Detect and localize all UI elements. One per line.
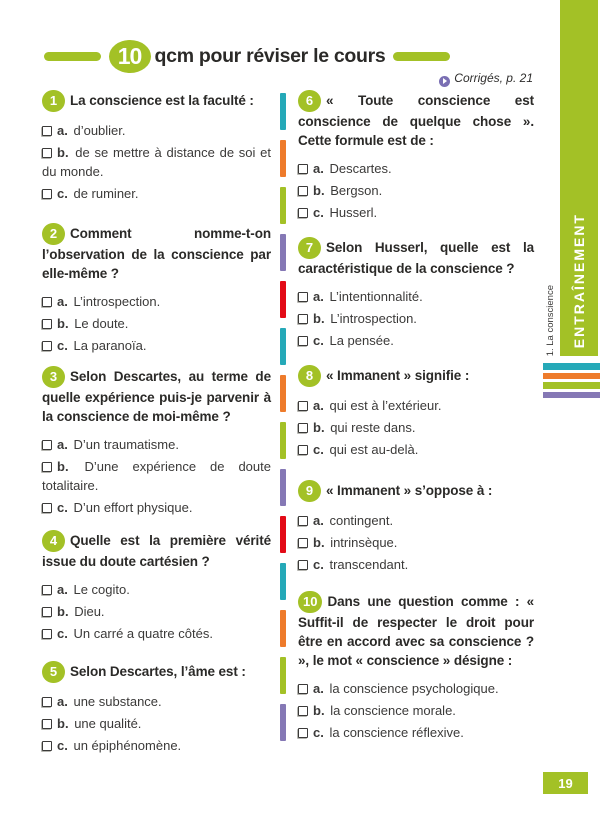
header-rule-right [393, 52, 450, 61]
option [298, 511, 534, 530]
checkbox[interactable] [298, 516, 308, 526]
option-letter: c. [313, 205, 324, 220]
checkbox[interactable] [298, 314, 308, 324]
divider-segment [280, 704, 286, 741]
option-text: qui est à l’extérieur. [329, 398, 442, 413]
option-letter: c. [313, 442, 324, 457]
option-letter: b. [57, 316, 69, 331]
option-letter: b. [57, 604, 69, 619]
option-letter: c. [57, 626, 68, 641]
question-title [42, 530, 271, 571]
checkbox[interactable] [42, 607, 52, 617]
option [298, 533, 534, 552]
option-text: un épiphénomène. [73, 738, 182, 753]
question-title [42, 366, 271, 426]
checkbox[interactable] [298, 208, 308, 218]
option-letter: b. [313, 703, 325, 718]
question-10 [298, 591, 534, 742]
option-text: Bergson. [330, 183, 383, 198]
sidebar-stripe [543, 363, 600, 370]
checkbox[interactable] [298, 164, 308, 174]
checkbox[interactable] [298, 336, 308, 346]
checkbox[interactable] [298, 186, 308, 196]
question-title-text: Comment nomme-t-on l’observation de la conscience par elle-même ? [42, 226, 271, 281]
option-letter: b. [57, 145, 69, 160]
divider-segment [280, 422, 286, 459]
option [42, 336, 271, 355]
question-title-text: « Toute conscience est conscience de quelque chose ». Cette formule est de : [298, 93, 534, 148]
question-title [42, 223, 271, 283]
checkbox[interactable] [42, 297, 52, 307]
checkbox[interactable] [42, 440, 52, 450]
checkbox[interactable] [42, 741, 52, 751]
question-number-badge: 10 [298, 591, 322, 613]
option-text: intrinsèque. [330, 535, 398, 550]
option-text: L’intentionnalité. [329, 289, 423, 304]
option-text: L’introspection. [73, 294, 161, 309]
option-text: la conscience psychologique. [329, 681, 499, 696]
divider-segment [280, 375, 286, 412]
option-text: Le doute. [74, 316, 129, 331]
checkbox[interactable] [42, 148, 52, 158]
question-number-badge: 3 [42, 366, 65, 388]
divider-segment [280, 516, 286, 553]
option-letter: c. [57, 738, 68, 753]
option-text: La paranoïa. [73, 338, 147, 353]
question-title [298, 90, 534, 150]
question-title-text: Selon Descartes, au terme de quelle expérience puis-je parvenir à la conscience de moi-même ? [42, 369, 271, 424]
option [42, 184, 271, 203]
checkbox[interactable] [298, 401, 308, 411]
option [298, 287, 534, 306]
question-5 [42, 661, 271, 755]
checkbox[interactable] [42, 319, 52, 329]
qcm-count-badge: 10 [109, 40, 151, 73]
checkbox[interactable] [42, 189, 52, 199]
option-text: qui est au-delà. [329, 442, 419, 457]
question-8 [298, 365, 534, 459]
option-text: une qualité. [74, 716, 142, 731]
option-letter: c. [313, 725, 324, 740]
option-letter: b. [57, 459, 69, 474]
option-letter: a. [57, 123, 68, 138]
question-title-text: Dans une question comme : « Suffit-il de respecter le droit pour être en accord avec sa conscience ? », le mot « conscience » désigne : [298, 594, 534, 668]
option [298, 396, 534, 415]
option [298, 418, 534, 437]
question-title [298, 591, 534, 670]
arrow-circle-icon [439, 76, 450, 87]
question-3 [42, 366, 271, 517]
divider-segment [280, 469, 286, 506]
question-title-text: Selon Descartes, l’âme est : [70, 664, 246, 679]
divider-segment [280, 328, 286, 365]
checkbox[interactable] [298, 538, 308, 548]
column-divider [280, 93, 286, 741]
right-column [298, 90, 534, 745]
option [298, 440, 534, 459]
option-text: la conscience réflexive. [329, 725, 464, 740]
checkbox[interactable] [42, 697, 52, 707]
option-text: Le cogito. [73, 582, 130, 597]
option-letter: a. [313, 161, 324, 176]
option [42, 143, 271, 181]
page-number: 19 [543, 772, 588, 794]
question-number-badge: 6 [298, 90, 321, 112]
option-letter: a. [57, 582, 68, 597]
checkbox[interactable] [42, 126, 52, 136]
sidebar-stripe [543, 392, 600, 399]
option-letter: a. [313, 513, 324, 528]
chapter-label: 1. La conscience [545, 284, 556, 356]
option [298, 723, 534, 742]
left-column [42, 90, 271, 758]
checkbox[interactable] [298, 560, 308, 570]
page-title: qcm pour réviser le cours [154, 45, 386, 67]
question-1 [42, 90, 271, 203]
option-text: de ruminer. [73, 186, 139, 201]
option [298, 701, 534, 720]
divider-segment [280, 93, 286, 130]
question-number-badge: 1 [42, 90, 65, 112]
divider-segment [280, 610, 286, 647]
checkbox[interactable] [298, 728, 308, 738]
question-6 [298, 90, 534, 222]
sidebar-stripe [543, 382, 600, 389]
option [42, 580, 271, 599]
option-letter: c. [57, 338, 68, 353]
option [42, 292, 271, 311]
checkbox[interactable] [42, 341, 52, 351]
question-2 [42, 223, 271, 355]
question-number-badge: 4 [42, 530, 65, 552]
divider-segment [280, 140, 286, 177]
option [298, 181, 534, 200]
option [42, 692, 271, 711]
option-letter: a. [57, 694, 68, 709]
header-rule-left [44, 52, 101, 61]
corriges-label: Corrigés, p. 21 [454, 71, 533, 85]
question-number-badge: 5 [42, 661, 65, 683]
checkbox[interactable] [298, 684, 308, 694]
divider-segment [280, 657, 286, 694]
question-title [298, 480, 534, 502]
option-text: D’un effort physique. [73, 500, 193, 515]
option [42, 314, 271, 333]
option-letter: c. [57, 186, 68, 201]
checkbox[interactable] [298, 292, 308, 302]
checkbox[interactable] [42, 719, 52, 729]
option-text: Dieu. [74, 604, 105, 619]
question-title-text: « Immanent » signifie : [326, 368, 470, 383]
option-text: d’oublier. [73, 123, 126, 138]
option-text: transcendant. [329, 557, 409, 572]
question-title-text: Quelle est la première vérité issue du doute cartésien ? [42, 533, 271, 569]
option-letter: b. [313, 535, 325, 550]
option [42, 121, 271, 140]
checkbox[interactable] [42, 629, 52, 639]
question-4 [42, 530, 271, 643]
option-letter: c. [313, 557, 324, 572]
option-letter: c. [57, 500, 68, 515]
option-letter: a. [57, 294, 68, 309]
option-text: une substance. [73, 694, 162, 709]
option-text: D’une expérience de doute totalitaire. [42, 459, 271, 493]
question-7 [298, 237, 534, 350]
option [298, 679, 534, 698]
question-number-badge: 7 [298, 237, 321, 259]
option-letter: b. [313, 183, 325, 198]
option-text: de se mettre à distance de soi et du monde. [42, 145, 271, 179]
option-letter: a. [313, 398, 324, 413]
question-title [298, 365, 534, 387]
option [42, 602, 271, 621]
option [298, 555, 534, 574]
sidebar-stripes [543, 363, 600, 401]
option-text: D’un traumatisme. [73, 437, 179, 452]
option [42, 435, 271, 454]
option-letter: a. [313, 681, 324, 696]
option-letter: a. [57, 437, 68, 452]
option-text: Un carré a quatre côtés. [73, 626, 213, 641]
chapter-label-container [543, 0, 558, 356]
question-number-badge: 9 [298, 480, 321, 502]
option [42, 498, 271, 517]
option [298, 159, 534, 178]
option-letter: b. [57, 716, 69, 731]
divider-segment [280, 281, 286, 318]
checkbox[interactable] [298, 445, 308, 455]
option-letter: a. [313, 289, 324, 304]
checkbox[interactable] [42, 462, 52, 472]
option-text: Husserl. [329, 205, 378, 220]
divider-segment [280, 187, 286, 224]
question-title [298, 237, 534, 278]
question-title [42, 661, 271, 683]
divider-segment [280, 234, 286, 271]
checkbox[interactable] [42, 503, 52, 513]
option-text: la conscience morale. [330, 703, 456, 718]
option-letter: b. [313, 311, 325, 326]
header [44, 40, 450, 73]
option-text: L’introspection. [330, 311, 417, 326]
question-title-text: Selon Husserl, quelle est la caractéristique de la conscience ? [298, 240, 534, 276]
question-number-badge: 8 [298, 365, 321, 387]
option [42, 624, 271, 643]
section-tab-label: ENTRAÎNEMENT [571, 212, 587, 348]
option-text: contingent. [329, 513, 394, 528]
option [42, 736, 271, 755]
option-text: qui reste dans. [330, 420, 416, 435]
question-title [42, 90, 271, 112]
option-text: Descartes. [329, 161, 392, 176]
option-letter: b. [313, 420, 325, 435]
option [298, 203, 534, 222]
checkbox[interactable] [298, 423, 308, 433]
corriges-reference[interactable] [0, 71, 533, 87]
checkbox[interactable] [42, 585, 52, 595]
questions-area [42, 90, 534, 758]
section-tab [560, 0, 598, 356]
option-letter: c. [313, 333, 324, 348]
option [42, 714, 271, 733]
question-number-badge: 2 [42, 223, 65, 245]
option-text: La pensée. [329, 333, 394, 348]
question-title-text: La conscience est la faculté : [70, 93, 254, 108]
checkbox[interactable] [298, 706, 308, 716]
divider-segment [280, 563, 286, 600]
question-title-text: « Immanent » s’oppose à : [326, 483, 493, 498]
option [298, 309, 534, 328]
option [298, 331, 534, 350]
option [42, 457, 271, 495]
question-9 [298, 480, 534, 574]
sidebar-stripe [543, 373, 600, 380]
